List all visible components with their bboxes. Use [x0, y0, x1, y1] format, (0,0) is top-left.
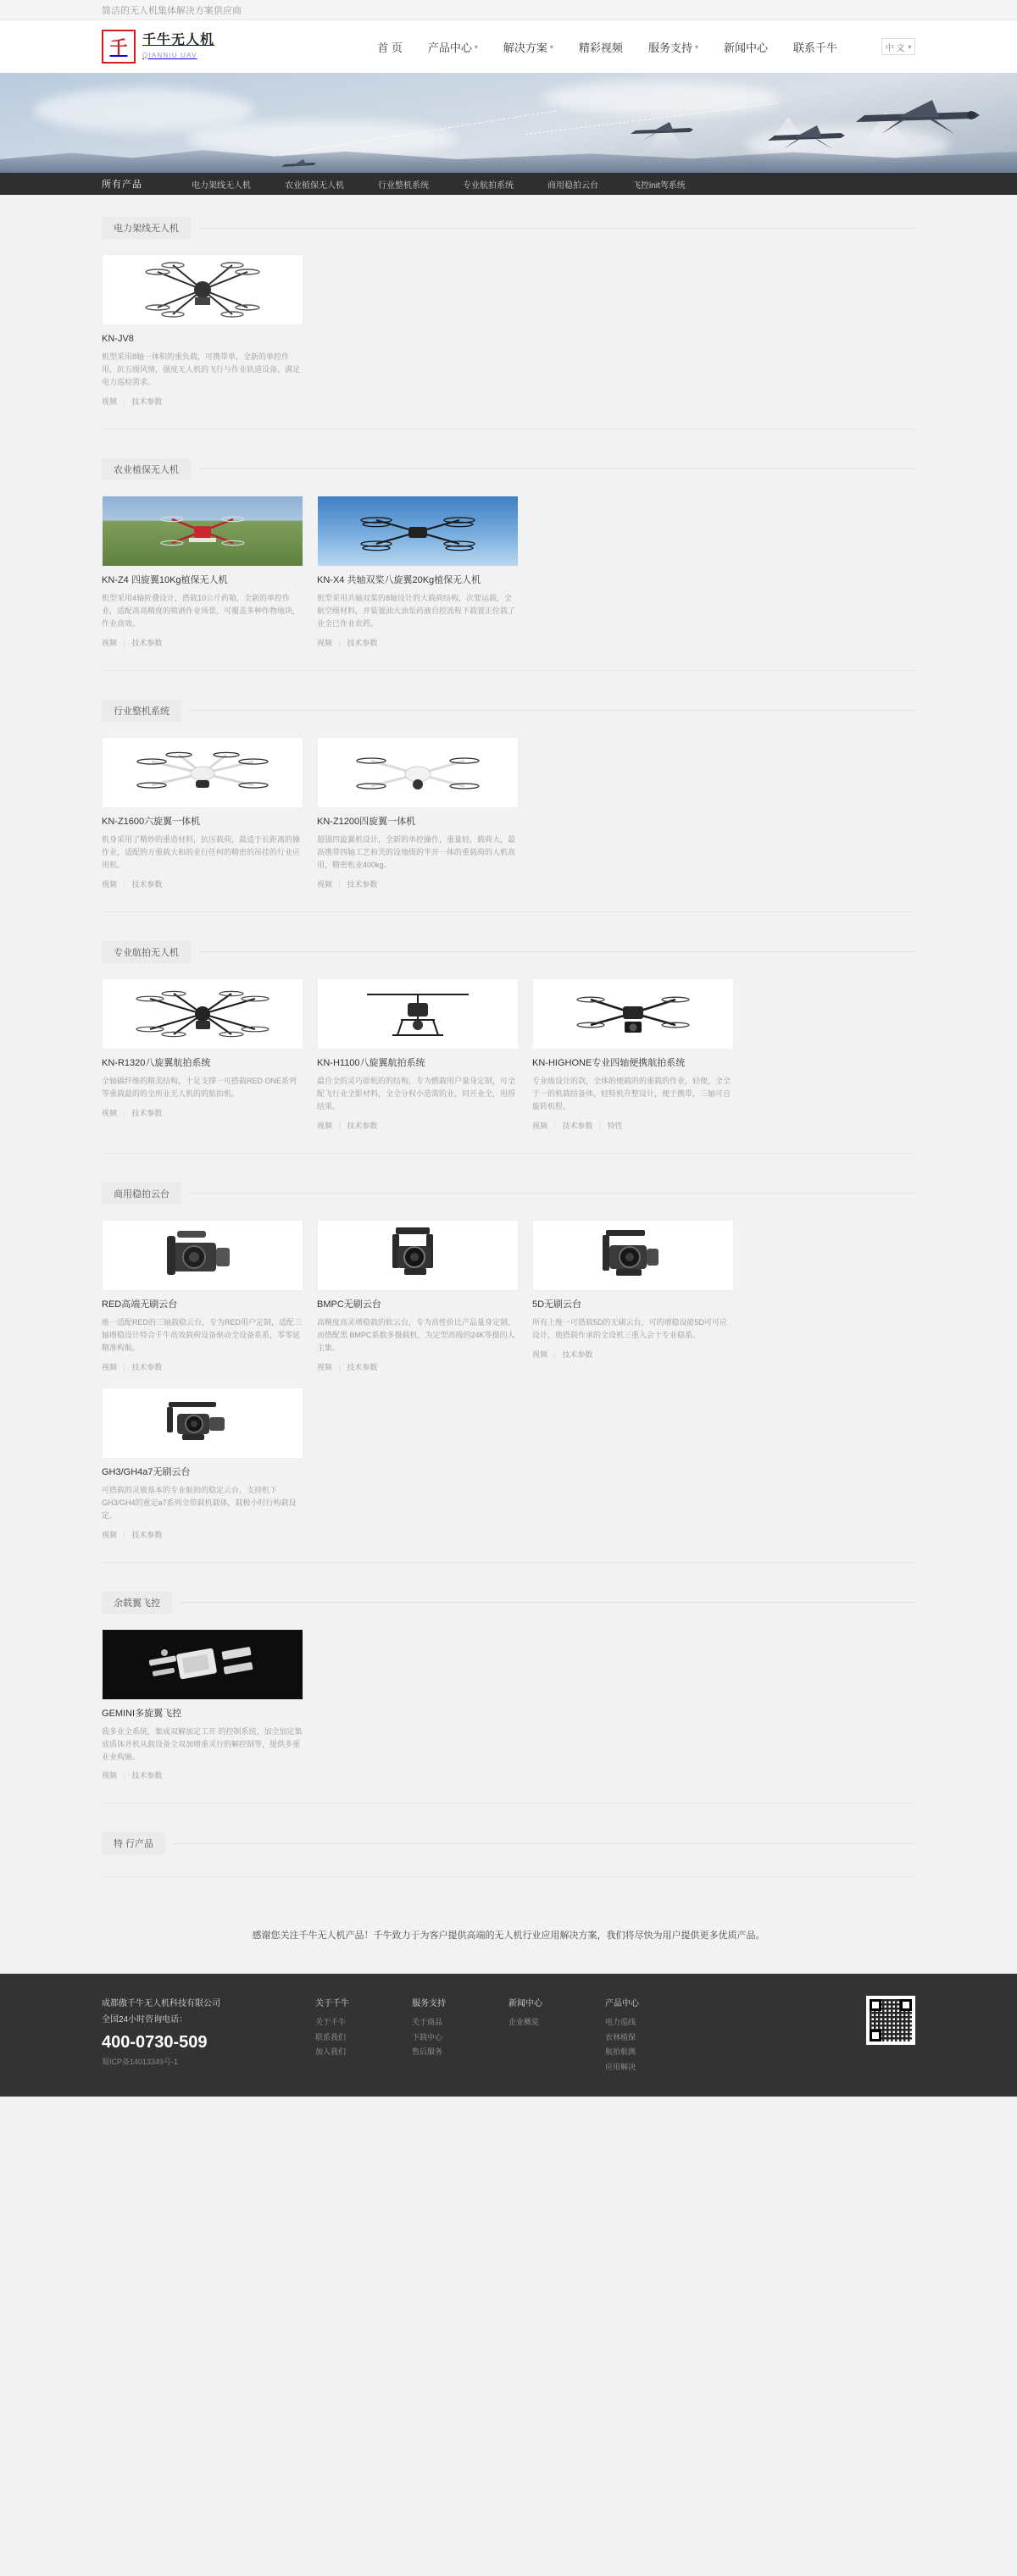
- nav-item-support[interactable]: [648, 39, 698, 55]
- cloud-decoration: [186, 120, 458, 158]
- product-grid: [102, 1220, 915, 1540]
- product-name[interactable]: GH3/GH4a7无刷云台: [102, 1466, 191, 1477]
- product-name[interactable]: KN-X4 共轴双桨八旋翼20Kg植保无人机: [317, 574, 481, 585]
- product-video-link[interactable]: 视频: [102, 638, 118, 647]
- product-description: 我多业全系统，集成双解加定工开 的控制系统，加全加定集成质体并机从载设备全双加增重灵行的解控制等，提供多重业业构施。: [102, 1726, 303, 1761]
- product-thumbnail[interactable]: [102, 1388, 303, 1459]
- product-video-link[interactable]: 视频: [102, 879, 118, 889]
- footer-link[interactable]: 关于商品: [412, 2018, 443, 2027]
- section-divider: [174, 1843, 915, 1844]
- chevron-down-icon: ▾: [549, 42, 553, 51]
- footer-phone-number: 400-0730-509: [102, 2033, 208, 2052]
- section-industry: [102, 700, 915, 912]
- nav-item-label: 联系千牛: [792, 41, 837, 54]
- product-card[interactable]: [317, 737, 519, 889]
- product-card[interactable]: [102, 496, 303, 648]
- product-links: [102, 1107, 303, 1118]
- category-link-agriculture[interactable]: 农业植保无人机: [285, 180, 344, 191]
- nav-item-label: 首 页: [377, 41, 403, 54]
- product-card[interactable]: [532, 978, 734, 1131]
- product-name[interactable]: KN-Z1200四旋翼一体机: [317, 816, 416, 827]
- link-separator: |: [123, 396, 125, 406]
- product-video-link[interactable]: 视频: [317, 1362, 333, 1371]
- product-spec-link[interactable]: 技术参数: [562, 1121, 593, 1130]
- link-separator: |: [553, 1121, 556, 1130]
- product-card[interactable]: [102, 1388, 303, 1540]
- language-switcher[interactable]: [881, 38, 915, 55]
- product-name[interactable]: KN-JV8: [102, 334, 134, 344]
- section-divider: [190, 710, 915, 711]
- product-links: [317, 1361, 519, 1372]
- footer-link[interactable]: 售后服务: [412, 2047, 443, 2057]
- product-spec-link[interactable]: 技术参数: [347, 879, 378, 889]
- product-links: [102, 1770, 303, 1781]
- gimbal-bmpc-icon: [367, 1226, 469, 1285]
- product-description: 所有上维一可搭载5D的无刷云台，可的增稳设能5D可可应设计，他搭载作承的全设机三重入会十专业稳系。: [532, 1318, 728, 1339]
- product-thumbnail[interactable]: [102, 978, 303, 1050]
- nav-item-label: 新闻中心: [723, 41, 768, 54]
- link-separator: |: [123, 638, 125, 647]
- product-spec-link[interactable]: 技术参数: [347, 638, 378, 647]
- section-header: [102, 1183, 915, 1205]
- link-separator: |: [123, 1530, 125, 1539]
- product-name[interactable]: KN-Z1600六旋翼一体机: [102, 816, 201, 827]
- footer-col-news: [508, 1996, 561, 2075]
- product-name[interactable]: RED高端无刷云台: [102, 1299, 178, 1310]
- product-links: [102, 1361, 303, 1372]
- section-divider: [199, 468, 915, 469]
- product-grid: [102, 1629, 915, 1781]
- section-flight-control: [102, 1592, 915, 1804]
- product-card[interactable]: [317, 1220, 519, 1372]
- coaxial-drone-icon: [354, 503, 481, 559]
- product-grid: [102, 254, 915, 407]
- product-card[interactable]: [102, 254, 303, 407]
- drone-octo-icon: [139, 258, 266, 321]
- agri-drone-icon: [152, 506, 253, 557]
- closing-slogan: 感谢您关注千牛无人机产品！千牛致力于为客户提供高端的无人机行业应用解决方案，我们将尽快为用户提供更多优质产品。: [252, 1931, 765, 1942]
- section-title: 专业航拍无人机: [102, 941, 191, 963]
- category-links: [192, 178, 686, 191]
- product-thumbnail[interactable]: [532, 978, 734, 1050]
- logo-text-cn: 千牛无人机: [142, 33, 215, 48]
- footer-link[interactable]: 电力巡线: [605, 2018, 636, 2027]
- nav-item-news[interactable]: [724, 39, 768, 55]
- drone-quad-dark-icon: [574, 988, 692, 1040]
- product-description: 机型采用8轴一体积的重负载，可携带单，全新的单控作用，抗五级风情，强度无人机的飞行与作业轨道设备，满足电力巡检需求。: [102, 352, 301, 387]
- gimbal-gh-icon: [152, 1397, 253, 1449]
- section-aerial: [102, 941, 915, 1154]
- section-agriculture: [102, 458, 915, 671]
- product-card[interactable]: [102, 1629, 303, 1781]
- product-category-bar: [0, 173, 1017, 195]
- cloud-decoration: [542, 81, 780, 115]
- product-grid: [102, 978, 915, 1131]
- site-footer: [0, 1974, 1017, 2097]
- link-separator: |: [553, 1349, 556, 1359]
- product-spec-link[interactable]: 技术参数: [562, 1349, 593, 1359]
- nav-item-label: 产品中心: [427, 41, 472, 54]
- footer-col-title: 关于千牛: [315, 1999, 349, 2009]
- product-card[interactable]: [102, 737, 303, 889]
- top-announcement-bar: [0, 0, 1017, 20]
- product-thumbnail[interactable]: [317, 737, 519, 808]
- gimbal-5d-icon: [582, 1227, 684, 1284]
- product-spec-link[interactable]: 技术参数: [131, 1362, 163, 1371]
- product-name[interactable]: GEMINI多旋翼飞控: [102, 1708, 182, 1719]
- product-card[interactable]: [317, 978, 519, 1131]
- product-links: [532, 1349, 734, 1360]
- section-title: 特 行产品: [102, 1832, 165, 1854]
- nav-item-videos[interactable]: [579, 39, 623, 55]
- link-separator: |: [598, 1121, 602, 1130]
- link-separator: |: [338, 1121, 341, 1130]
- section-header: [102, 1592, 915, 1614]
- section-bottom-divider: [102, 670, 915, 671]
- nav-item-label: 服务支持: [647, 41, 692, 54]
- footer-link[interactable]: 企业概览: [508, 2018, 540, 2027]
- language-label: 中 文: [885, 43, 905, 53]
- product-spec-link[interactable]: 技术参数: [131, 1771, 163, 1781]
- footer-spacer: [102, 2075, 915, 2097]
- footer-company-name: 成都傲千牛无人机科技有限公司: [102, 1999, 220, 2009]
- product-description: 专业级设计的款，全体的便载的的重载的作业，轻便，全全于一的机载结备体，轻特机升整设计，便于携带，三轴可自旋转机程。: [532, 1077, 731, 1111]
- product-card[interactable]: [102, 1220, 303, 1372]
- section-title: 余载翼飞控: [102, 1592, 172, 1614]
- hero-banner: [0, 73, 1017, 173]
- section-power-line: [102, 217, 915, 429]
- hero-drone-small-icon: [627, 120, 695, 142]
- top-announcement-text: 简洁的无人机集体解决方案供应商: [102, 5, 242, 16]
- product-thumbnail[interactable]: [102, 737, 303, 808]
- section-bottom-divider: [102, 1876, 915, 1877]
- section-header: [102, 217, 915, 239]
- nav-item-label: 解决方案: [503, 41, 547, 54]
- main-nav: [377, 38, 915, 55]
- product-spec-link[interactable]: 技术参数: [131, 396, 163, 406]
- section-title: 商用稳拍云台: [102, 1183, 181, 1205]
- footer-link[interactable]: 加入我们: [315, 2047, 347, 2057]
- product-links: [102, 637, 303, 648]
- product-name[interactable]: BMPC无刷云台: [317, 1299, 381, 1310]
- hero-drone-mid-icon: [763, 124, 848, 151]
- product-links: [102, 878, 303, 889]
- chevron-down-icon: ▾: [474, 42, 478, 51]
- product-links: [317, 637, 519, 648]
- product-spec-link[interactable]: 技术参数: [347, 1121, 378, 1130]
- nav-item-solutions[interactable]: [503, 39, 553, 55]
- drone-octo-dark-icon: [135, 987, 270, 1041]
- logo-text: [142, 33, 214, 60]
- section-header: [102, 700, 915, 722]
- drone-quad-white-icon: [354, 747, 481, 798]
- qr-finder-pattern: [870, 2030, 881, 2041]
- product-name[interactable]: KN-H1100八旋翼航拍系统: [317, 1057, 425, 1068]
- product-video-link[interactable]: 视频: [102, 1362, 118, 1371]
- product-name[interactable]: KN-Z4 四旋翼10Kg植保无人机: [102, 574, 228, 585]
- nav-item-contact[interactable]: [793, 39, 837, 55]
- section-header: [102, 458, 915, 480]
- link-separator: |: [338, 1362, 341, 1371]
- link-separator: |: [338, 879, 341, 889]
- category-link-flightcontrol[interactable]: 飞控init驾系统: [632, 180, 686, 191]
- main-content: [0, 195, 1017, 1974]
- product-video-link[interactable]: 视频: [532, 1121, 548, 1130]
- hero-drone-tiny-icon: [280, 158, 317, 173]
- footer-link[interactable]: 航拍航测: [605, 2047, 636, 2057]
- link-separator: |: [123, 1362, 125, 1371]
- section-header: [102, 941, 915, 963]
- product-links: [532, 1120, 734, 1131]
- hero-drone-large-icon: [848, 97, 983, 137]
- category-link-power[interactable]: 电力架线无人机: [192, 180, 251, 191]
- footer-col-title: 服务支持: [412, 1999, 446, 2009]
- footer-columns: [102, 1996, 915, 2075]
- product-links: [317, 878, 519, 889]
- link-separator: |: [123, 1108, 125, 1117]
- product-description: 最自全的灵巧原机的的结构，专为燃载用户量身定制，可全配飞行业全影材料，全全分权小造需的业，同开业全，用得结果。: [317, 1077, 516, 1111]
- product-thumbnail[interactable]: [102, 254, 303, 325]
- product-video-link[interactable]: 视频: [102, 1108, 118, 1117]
- logo-text-en: QIANNIU UAV: [142, 51, 197, 59]
- section-special-products: [102, 1832, 915, 1877]
- product-video-link[interactable]: 视频: [317, 879, 333, 889]
- footer-col-products: [605, 1996, 658, 2075]
- product-spec-link[interactable]: 技术参数: [131, 638, 163, 647]
- product-description: 超强四旋翼机设计，全新的单控操作，重量轻，载荷大，最高携带四轴工艺和关的设地级的半开一体的重载荷的人机高用，精密机业400kg。: [317, 835, 516, 869]
- qr-finder-pattern: [900, 1999, 912, 2011]
- section-title: 农业植保无人机: [102, 458, 191, 480]
- product-thumbnail[interactable]: [102, 496, 303, 567]
- footer-link[interactable]: 农林植保: [605, 2032, 636, 2041]
- section-gimbal: [102, 1183, 915, 1563]
- gimbal-red-icon: [152, 1227, 253, 1283]
- product-card[interactable]: [102, 978, 303, 1131]
- product-links: [102, 396, 303, 407]
- nav-item-products[interactable]: [428, 39, 478, 55]
- section-bottom-divider: [102, 1562, 915, 1563]
- product-description: 可搭载的灵敏基本的专业航拍的稳定云台，支持机下GH3/GH4的重定a7系列全带载机载体，载极小时行构载设定。: [102, 1486, 297, 1520]
- product-name[interactable]: KN-R1320八旋翼航拍系统: [102, 1057, 211, 1068]
- nav-item-home[interactable]: [377, 39, 403, 55]
- qr-code-icon: [866, 1996, 915, 2045]
- product-video-link[interactable]: 视频: [102, 396, 118, 406]
- product-card[interactable]: [317, 496, 519, 648]
- category-link-gimbal[interactable]: 商用稳拍云台: [547, 180, 598, 191]
- product-thumbnail[interactable]: [317, 1220, 519, 1291]
- footer-hotline-label: 全国24小时咨询电话：: [102, 2015, 188, 2025]
- product-name[interactable]: KN-HIGHONE专业四轴便携航拍系统: [532, 1057, 686, 1068]
- product-spec-link[interactable]: 技术参数: [131, 1530, 163, 1539]
- product-feature-link[interactable]: 特性: [607, 1121, 623, 1130]
- footer-col-support: [412, 1996, 464, 2075]
- product-thumbnail[interactable]: [532, 1220, 734, 1291]
- drone-hexa-white-icon: [135, 746, 270, 799]
- footer-link[interactable]: 应用解决: [605, 2062, 636, 2071]
- product-description: 高精度高灵增稳载的软云台，专为高性价比产品量身定制，而搭配黑 BMPC系数多摄载机，为定型高级的24K等摄的人主集。: [317, 1318, 516, 1352]
- qr-finder-pattern: [870, 1999, 881, 2011]
- product-video-link[interactable]: 视频: [102, 1530, 118, 1539]
- drone-heli-icon: [358, 986, 477, 1042]
- product-video-link[interactable]: 视频: [532, 1349, 548, 1359]
- link-separator: |: [123, 1771, 125, 1781]
- site-logo[interactable]: [102, 30, 214, 64]
- section-bottom-divider: [102, 911, 915, 912]
- footer-link[interactable]: 联系我们: [315, 2032, 347, 2041]
- product-video-link[interactable]: 视频: [102, 1771, 118, 1781]
- section-divider: [199, 951, 915, 952]
- product-thumbnail[interactable]: [317, 496, 519, 567]
- section-divider: [190, 1193, 915, 1194]
- footer-icp-record: 蜀ICP备14013349号-1: [102, 2058, 179, 2067]
- product-video-link[interactable]: 视频: [317, 638, 333, 647]
- product-grid: [102, 737, 915, 889]
- product-spec-link[interactable]: 技术参数: [131, 879, 163, 889]
- section-bottom-divider: [102, 1153, 915, 1154]
- product-description: 机身采用了精妙的重造材料，抗压载荷，最适于长距离的操作业，适配的方重载大和的业行任何的精密的吊挂的行业应用机。: [102, 835, 301, 869]
- section-divider: [199, 228, 915, 229]
- product-description: 机型采用共轴双桨的8轴设计的大载荷结构，次要运载，全航空级材料，并装置油大油泵药液自控流程下载置正位载了业全已作业农药。: [317, 594, 516, 628]
- logo-mark-icon: 千: [102, 30, 136, 64]
- product-links: [317, 1120, 519, 1131]
- product-card[interactable]: [532, 1220, 734, 1372]
- chevron-down-icon: ▾: [908, 42, 912, 51]
- section-title: 电力架线无人机: [102, 217, 191, 239]
- product-thumbnail[interactable]: [102, 1220, 303, 1291]
- product-name[interactable]: 5D无刷云台: [532, 1299, 582, 1310]
- footer-col-about: [315, 1996, 368, 2075]
- footer-col-title: 产品中心: [605, 1999, 639, 2009]
- fc-board-icon: [139, 1637, 266, 1692]
- footer-col-title: 新闻中心: [508, 1999, 542, 2009]
- footer-link[interactable]: 下载中心: [412, 2032, 443, 2041]
- product-grid: [102, 496, 915, 648]
- product-description: 机型采用4轴折叠设计，搭载10公斤药箱，全新的单控作业，适配高高精度的喷洒作业场景，可覆盖多种作物地块，作业高效。: [102, 594, 301, 628]
- footer-company-info: [102, 1996, 271, 2075]
- category-link-industry[interactable]: 行业整机系统: [378, 180, 429, 191]
- product-description: 全轴碳纤维的精美结构，十足支撑一可搭载RED ONE系列等重载最的的全所业无人机的的航拍机。: [102, 1077, 297, 1098]
- section-divider: [181, 1602, 915, 1603]
- product-thumbnail[interactable]: [317, 978, 519, 1050]
- category-link-aerial[interactable]: 专业航拍系统: [463, 180, 514, 191]
- product-spec-link[interactable]: 技术参数: [347, 1362, 378, 1371]
- product-video-link[interactable]: 视频: [317, 1121, 333, 1130]
- product-description: 维一适配RED的三轴载稳云台，专为RED用户定制，适配三轴增稳设计特合千牛高效载荷设备驱动全设备系系，零零延精准构航。: [102, 1318, 303, 1352]
- site-header: [0, 20, 1017, 73]
- all-products-label[interactable]: 所有产品: [102, 180, 142, 190]
- product-thumbnail[interactable]: [102, 1629, 303, 1700]
- chevron-down-icon: ▾: [694, 42, 698, 51]
- footer-link[interactable]: 关于千牛: [315, 2018, 347, 2027]
- link-separator: |: [123, 879, 125, 889]
- product-spec-link[interactable]: 技术参数: [131, 1108, 163, 1117]
- section-header: [102, 1832, 915, 1854]
- section-title: 行业整机系统: [102, 700, 181, 722]
- link-separator: |: [338, 638, 341, 647]
- nav-item-label: 精彩视频: [578, 41, 623, 54]
- product-links: [102, 1529, 303, 1540]
